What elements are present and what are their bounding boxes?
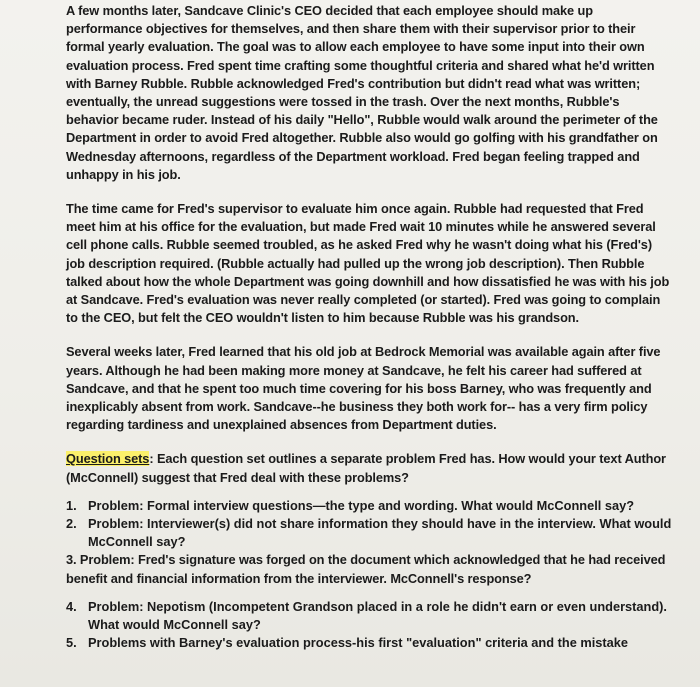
question-sets-intro [66, 450, 672, 486]
paragraph-2: The time came for Fred's supervisor to evaluate him once again. Rubble had requested that Fred meet him at his office for the evaluation, but made Fred wait 10 minutes while he answered several cell phone calls. Rubble seemed troubled, as he asked Fred why he wasn't doing what his (Fred's) job description required. (Rubble actually had pulled up the wrong job description). Then Rubble talked about how the whole Department was going downhill and how dissatisfied he was with his job at Sandcave. Fred's evaluation was never really completed (or started). Fred was going to complain to the CEO, but felt the CEO wouldn't listen to him because Rubble was his grandson. [66, 201, 670, 326]
question-sets-label: Question sets [66, 451, 150, 467]
question-number: 2. [66, 516, 77, 532]
question-item [66, 634, 672, 652]
question-number: 1. [66, 497, 77, 513]
question-item [66, 497, 672, 515]
question-text: Problem: Nepotism (Incompetent Grandson placed in a role he didn't earn or even understand). What would McConnell say? [88, 598, 667, 633]
question-item [66, 515, 672, 551]
paragraph-1: A few months later, Sandcave Clinic's CEO decided that each employee should make up performance objectives for themselves, and then share them with their supervisor prior to their formal yearly evaluation. The goal was to allow each employee to have some input into their own evaluation process. Fred spent time crafting some thoughtful criteria and shared what he'd written with Barney Rubble. Rubble acknowledged Fred's contribution but didn't read what was written; eventually, the unread suggestions were tossed in the trash. Over the next months, Rubble's behavior became ruder. Instead of his daily "Hello", Rubble would walk around the perimeter of the Department in order to avoid Fred altogether. Rubble also would go golfing with his grandfather on Wednesday afternoons, regardless of the Department workload. Fred began feeling trapped and unhappy in his job. [66, 3, 658, 182]
question-number: 5. [66, 635, 77, 651]
question-list-b [0, 598, 700, 653]
question-list-a [0, 497, 700, 552]
page-bottom-fade [0, 681, 700, 687]
question-number: 4. [66, 598, 77, 614]
question-text: Problems with Barney's evaluation process-his first "evaluation" criteria and the mistake [88, 635, 629, 651]
question-3: 3. Problem: Fred's signature was forged on the document which acknowledged that he had received benefit and financial information from the interviewer. McConnell's response? [66, 552, 666, 586]
question-sets-text: : Each question set outlines a separate problem Fred has. How would your text Author (McConnell) suggest that Fred deal with these problems? [66, 451, 666, 485]
paragraph-3: Several weeks later, Fred learned that his old job at Bedrock Memorial was available again after five years. Although he had been making more money at Sandcave, he felt his career had suffered at Sandcave, and that he spent too much time covering for his boss Barney, who was frequently and inexplicably absent from work. Sandcave--he business they both work for-- has a very firm policy regarding tardiness and unexplained absences from Department duties. [66, 344, 661, 433]
question-text: Problem: Interviewer(s) did not share information they should have in the interview. What would McConnell say? [88, 516, 672, 550]
question-text: Problem: Formal interview questions—the type and wording. What would McConnell say? [88, 497, 635, 513]
question-item [66, 598, 672, 634]
